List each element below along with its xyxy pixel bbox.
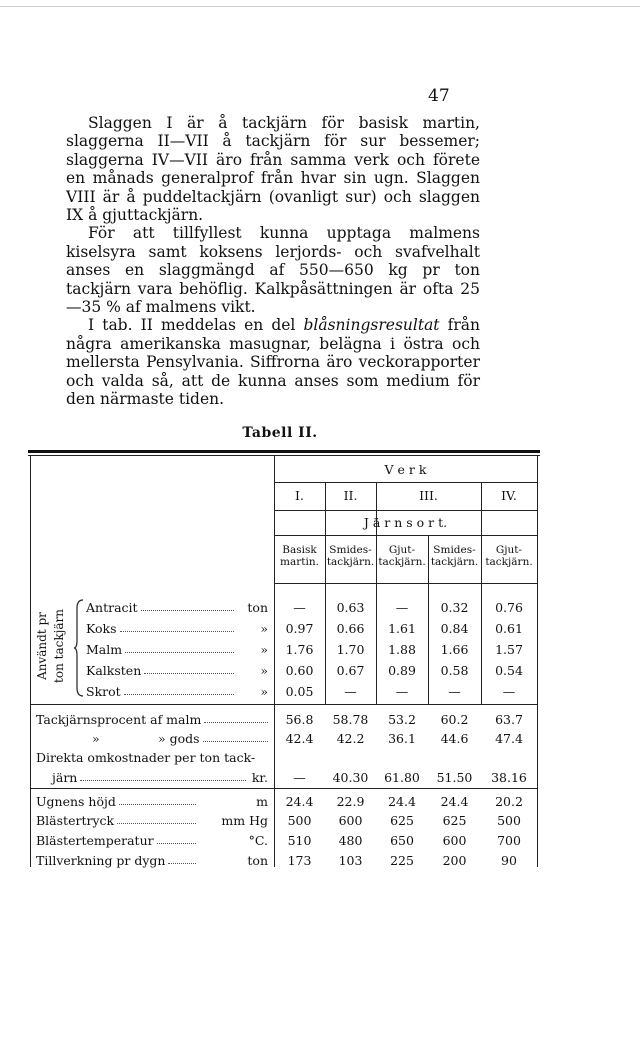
percent-row-2-value-3: 36.1	[388, 731, 416, 746]
jarnsort-4-line2: tackjärn.	[430, 556, 479, 568]
material-row-3-value-2: 1.70	[336, 642, 365, 657]
jarnsort-4	[428, 544, 481, 568]
percent-row-2-value-1: 42.4	[285, 731, 314, 746]
material-unit-5: »	[260, 684, 268, 699]
percent-dots-2	[203, 741, 268, 742]
material-label-5: Skrot	[86, 684, 121, 699]
percent-row-1-value-4: 60.2	[440, 712, 469, 727]
jarnsort-1-line2: martin.	[280, 556, 319, 568]
furnace-unit-1: m	[256, 794, 268, 809]
material-label-2: Koks	[86, 621, 117, 636]
furnace-label-3: Blästertemperatur	[36, 833, 154, 848]
material-row-5-value-4: —	[448, 684, 461, 699]
percent-label-1: Tackjärnsprocent af malm	[36, 712, 202, 727]
jarnsort-2-line1: Smides-	[329, 544, 372, 556]
side-label-line1: Användt pr	[35, 612, 49, 680]
side-label-line2: ton tackjärn	[52, 609, 66, 683]
jarnsort-3-line1: Gjut-	[388, 544, 416, 556]
furnace-row-3-value-4: 600	[442, 833, 467, 848]
header-verk: V e r k	[384, 462, 427, 477]
furnace-row-3-value-3: 650	[390, 833, 414, 848]
material-row-2-value-4: 0.84	[440, 621, 469, 636]
material-row-3-value-4: 1.66	[440, 642, 469, 657]
material-dots-1	[141, 610, 234, 611]
furnace-unit-3: °C.	[248, 833, 268, 848]
material-row-5-value-1: 0.05	[285, 684, 314, 699]
header-jarnsort: J ä r n s o r t.	[363, 515, 448, 530]
section-rule-2	[30, 788, 537, 789]
material-row-3-value-3: 1.88	[388, 642, 416, 657]
furnace-row-4-value-3: 225	[390, 853, 414, 868]
material-row-4-value-3: 0.89	[388, 663, 416, 678]
furnace-row-2-value-3: 625	[390, 813, 414, 828]
table-left-border	[30, 455, 31, 867]
furnace-row-1-value-3: 24.4	[388, 794, 416, 809]
furnace-row-3-value-2: 480	[338, 833, 363, 848]
material-row-3-value-1: 1.76	[285, 642, 314, 657]
table-right-border	[537, 455, 538, 867]
side-label	[34, 600, 70, 696]
furnace-row-1-value-1: 24.4	[285, 794, 314, 809]
percent-row-1-value-5: 63.7	[495, 712, 523, 727]
material-unit-2: »	[260, 621, 268, 636]
material-row-1-value-1: —	[293, 600, 306, 615]
material-label-4: Kalksten	[86, 663, 142, 678]
jarnsort-1-line1: Basisk	[282, 544, 317, 556]
jarnsort-3-line2: tackjärn.	[378, 556, 426, 568]
material-row-2-value-1: 0.97	[285, 621, 314, 636]
paragraph-1: Slaggen I är å tackjärn för basisk martin, slaggerna II—VII å tackjärn för sur bessemer; slaggerna IV—VII äro från samma verk och förete en månads generalprof från hvar sin ugn. Slaggen VIII är å puddeltackjärn (ovanligt sur) och slaggen IX å gjuttackjärn.	[66, 114, 480, 225]
furnace-row-1-value-2: 22.9	[336, 794, 365, 809]
percent-row-2-value-2: 42.2	[336, 731, 365, 746]
material-row-1-value-2: 0.63	[336, 600, 365, 615]
material-row-5-value-3: —	[395, 684, 409, 699]
jarnsort-1	[274, 544, 325, 568]
cost-row-value-2: 40.30	[332, 770, 369, 785]
material-row-2-value-2: 0.66	[336, 621, 365, 636]
furnace-row-4-value-1: 173	[287, 853, 312, 868]
header-rule-1	[274, 482, 537, 483]
furnace-label-1: Ugnens höjd	[36, 794, 116, 809]
material-dots-5	[124, 694, 234, 695]
cost-row-value-1: —	[293, 770, 306, 785]
paragraph-3	[66, 316, 480, 408]
jarnsort-2-line2: tackjärn.	[326, 556, 375, 568]
furnace-dots-2	[117, 823, 196, 824]
verk-number-1: I.	[295, 488, 304, 503]
jarnsort-5-line1: Gjut-	[495, 544, 523, 556]
table-caption: Tabell II.	[242, 425, 318, 441]
material-row-5-value-2: —	[344, 684, 357, 699]
furnace-dots-1	[119, 804, 196, 805]
furnace-unit-4: ton	[247, 853, 268, 868]
percent-row-1-value-1: 56.8	[285, 712, 314, 727]
body-text	[66, 114, 480, 409]
table-top-rule	[28, 450, 540, 453]
cost-row-value-5: 38.16	[491, 770, 527, 785]
page-number: 47	[428, 86, 450, 106]
material-label-1: Antracit	[86, 600, 138, 615]
brace-icon	[74, 598, 84, 698]
jarnsort-3	[376, 544, 428, 568]
material-row-4-value-5: 0.54	[495, 663, 523, 678]
furnace-row-4-value-4: 200	[442, 853, 467, 868]
jarnsort-2	[325, 544, 376, 568]
percent-row-1-value-3: 53.2	[388, 712, 416, 727]
jarnsort-5-line2: tackjärn.	[485, 556, 533, 568]
material-row-2-value-3: 1.61	[388, 621, 416, 636]
material-row-3-value-5: 1.57	[495, 642, 523, 657]
header-rule-4	[274, 583, 537, 584]
cost-dots	[80, 780, 246, 781]
verk-number-2: II.	[343, 488, 358, 503]
header-rule-2	[274, 510, 537, 511]
cost-unit: kr.	[251, 770, 268, 785]
material-label-3: Malm	[86, 642, 123, 657]
paragraph-2: För att tillfyllest kunna upptaga malmens kiselsyra samt koksens lerjords- och svafvelhalt anses en slaggmängd af 550—650 kg pr ton tackjärn vara behöflig. Kalkpåsättningen är ofta 25—35 % af malmens vikt.	[66, 224, 480, 317]
cost-row-value-4: 51.50	[436, 770, 473, 785]
furnace-label-2: Blästertryck	[36, 813, 115, 828]
percent-label-2b: » gods	[158, 731, 200, 746]
material-row-2-value-5: 0.61	[495, 621, 523, 636]
furnace-row-4-value-5: 90	[501, 853, 517, 868]
paragraph-3-emphasis: blåsningsresultat	[303, 316, 440, 335]
furnace-row-1-value-5: 20.2	[495, 794, 523, 809]
section-rule-1	[30, 704, 537, 705]
percent-dots-1	[204, 722, 268, 723]
furnace-unit-2: mm Hg	[221, 813, 268, 828]
material-row-4-value-4: 0.58	[440, 663, 469, 678]
furnace-row-2-value-2: 600	[338, 813, 363, 828]
material-row-1-value-3: —	[395, 600, 409, 615]
material-dots-2	[120, 631, 234, 632]
furnace-row-2-value-1: 500	[287, 813, 312, 828]
furnace-row-2-value-5: 500	[497, 813, 521, 828]
material-dots-4	[144, 673, 234, 674]
furnace-dots-3	[157, 843, 196, 844]
jarnsort-5	[481, 544, 537, 568]
cost-label-line1: Direkta omkostnader per ton tack-	[36, 750, 256, 765]
cost-label-line2: järn	[52, 770, 78, 785]
furnace-row-4-value-2: 103	[338, 853, 363, 868]
verk-number-3: III.	[419, 488, 438, 503]
paragraph-3-end: från några amerikanska masugnar, belägna i östra och mellersta Pensylvania. Siffrorna äro veckorapporter och valda så, att de kunna anses som medium för den närmaste tiden.	[66, 316, 481, 409]
furnace-row-3-value-1: 510	[287, 833, 312, 848]
furnace-row-3-value-5: 700	[497, 833, 521, 848]
furnace-row-1-value-4: 24.4	[440, 794, 469, 809]
cost-row-value-3: 61.80	[384, 770, 420, 785]
material-row-5-value-5: —	[502, 684, 516, 699]
material-row-1-value-5: 0.76	[495, 600, 523, 615]
paragraph-3-start: I tab. II meddelas en del	[88, 316, 304, 335]
page-top-edge	[0, 6, 640, 7]
jarnsort-4-line1: Smides-	[433, 544, 476, 556]
material-unit-3: »	[260, 642, 268, 657]
material-row-1-value-4: 0.32	[440, 600, 469, 615]
material-row-4-value-2: 0.67	[336, 663, 365, 678]
percent-row-1-value-2: 58.78	[332, 712, 369, 727]
material-dots-3	[125, 652, 234, 653]
table-top-thin-rule	[28, 455, 540, 456]
material-unit-1: ton	[247, 600, 268, 615]
percent-row-2-value-4: 44.6	[440, 731, 469, 746]
percent-row-2-value-5: 47.4	[495, 731, 523, 746]
material-row-4-value-1: 0.60	[285, 663, 314, 678]
furnace-row-2-value-4: 625	[442, 813, 467, 828]
verk-number-4: IV.	[501, 488, 517, 503]
furnace-label-4: Tillverkning pr dygn	[36, 853, 166, 868]
furnace-dots-4	[168, 863, 196, 864]
material-unit-4: »	[260, 663, 268, 678]
header-rule-3	[274, 535, 537, 536]
percent-label-2a: »	[92, 731, 100, 746]
